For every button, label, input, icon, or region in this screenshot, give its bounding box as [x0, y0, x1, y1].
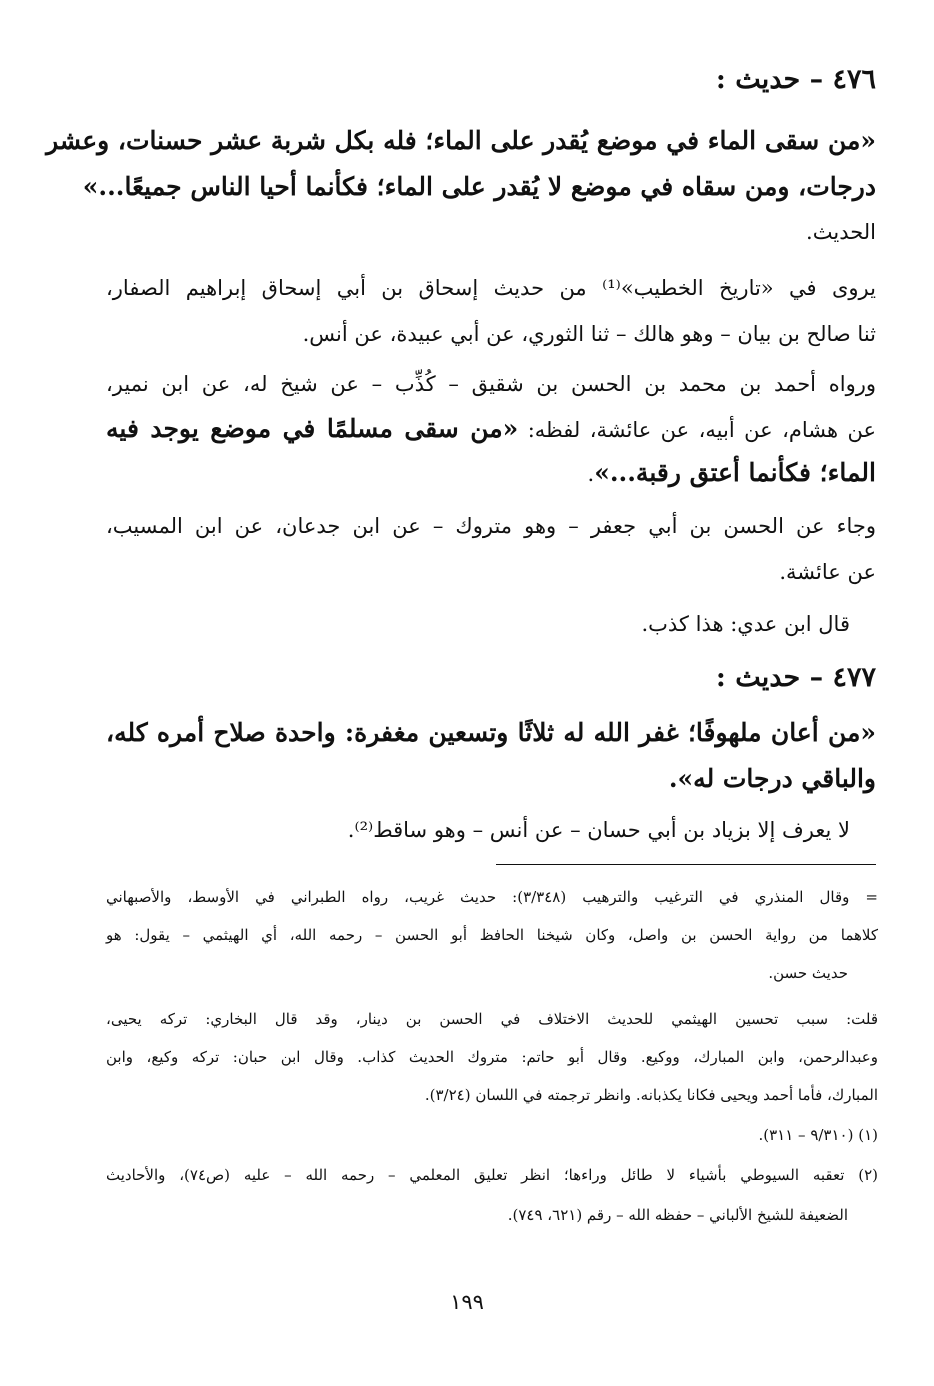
para2-line2-bold-quote: «من سقى مسلمًا في موضع يوجد فيه — [106, 414, 519, 443]
hadith-476-para2-line-1: ورواه أحمد بن محمد بن الحسن بن شقيق – كُذِّب – عن شيخ له، عن ابن نمير، — [106, 372, 876, 396]
hadith-476-tail: الحديث. — [806, 220, 876, 244]
hadith-476-para4: قال ابن عدي: هذا كذب. — [641, 612, 850, 636]
hadith-476-para3-line-2: عن عائشة. — [779, 560, 876, 584]
para2-line3-bold-quote: الماء؛ فكأنما أعتق رقبة...» — [594, 458, 876, 487]
footnote-continuation-line-2: كلاهما من رواية الحسن بن واصل، وكان شيخنا الحافظ أبو الحسن – رحمه الله، أي الهيثمي – يقول: هو — [106, 926, 878, 944]
hadith-476-heading: ٤٧٦ – حديث : — [715, 64, 876, 95]
hadith-477-para1: لا يعرف إلا بزياد بن أبي حسان – عن أنس – وهو ساقط⁽²⁾. — [347, 818, 850, 842]
hadith-477-heading: ٤٧٧ – حديث : — [715, 662, 876, 693]
footnote-qult-line-1: قلت: سبب تحسين الهيثمي للحديث الاختلاف في الحسن بن دينار، وقد قال البخاري: تركه يحيى، — [106, 1010, 878, 1028]
footnote-1: (١) (٩/٣١٠ – ٣١١). — [758, 1126, 878, 1144]
footnote-2-line-2: الضعيفة للشيخ الألباني – حفظه الله – رقم (٦٢١، ٧٤٩). — [507, 1206, 848, 1224]
footnote-separator — [496, 864, 876, 865]
hadith-476-para1-line-2: ثنا صالح بن بيان – وهو هالك – ثنا الثوري، عن أبي عبيدة، عن أنس. — [302, 322, 876, 346]
footnote-continuation-line-1: = وقال المنذري في الترغيب والترهيب (٣/٣٤٨): حديث غريب، رواه الطبراني في الأوسط، والأصبهاني — [106, 888, 878, 906]
para2-line2-normal-text: عن هشام، عن أبيه، عن عائشة، لفظه: — [518, 418, 876, 442]
hadith-476-para2-line-3 — [588, 458, 877, 487]
footnote-continuation-line-3: حديث حسن. — [768, 964, 848, 982]
hadith-476-para3-line-1: وجاء عن الحسن بن أبي جعفر – وهو متروك – عن ابن جدعان، عن ابن المسيب، — [106, 514, 876, 538]
para2-line3-end: . — [587, 462, 595, 486]
hadith-476-para2-line-2 — [106, 414, 876, 443]
page-number: ١٩٩ — [450, 1290, 484, 1314]
hadith-477-text-line-2: والباقي درجات له». — [668, 764, 876, 793]
hadith-477-text-line-1: «من أعان ملهوفًا؛ غفر الله له ثلاثًا وتسعين مغفرة: واحدة صلاح أمره كله، — [106, 718, 876, 747]
footnote-qult-line-2: وعبدالرحمن، وابن المبارك، ووكيع. وقال أبو حاتم: متروك الحديث كذاب. وقال ابن حبان: تركه وكيع، وابن — [106, 1048, 878, 1066]
hadith-476-text-line-1: «من سقى الماء في موضع يُقدر على الماء؛ فله بكل شربة عشر حسنات، وعشر — [46, 126, 876, 155]
footnote-qult-line-3: المبارك، فأما أحمد ويحيى فكانا يكذبانه. وانظر ترجمته في اللسان (٣/٢٤). — [424, 1086, 878, 1104]
hadith-476-para1-line-1: يروى في «تاريخ الخطيب»⁽¹⁾ من حديث إسحاق بن أبي إسحاق إبراهيم الصفار، — [106, 276, 876, 300]
footnote-2-line-1: (٢) تعقبه السيوطي بأشياء لا طائل وراءها؛ انظر تعليق المعلمي – رحمه الله – عليه (ص٧٤)، والأحاديث — [106, 1166, 878, 1184]
hadith-476-text-line-2: درجات، ومن سقاه في موضع لا يُقدر على الماء؛ فكأنما أحيا الناس جميعًا...» — [82, 172, 876, 201]
